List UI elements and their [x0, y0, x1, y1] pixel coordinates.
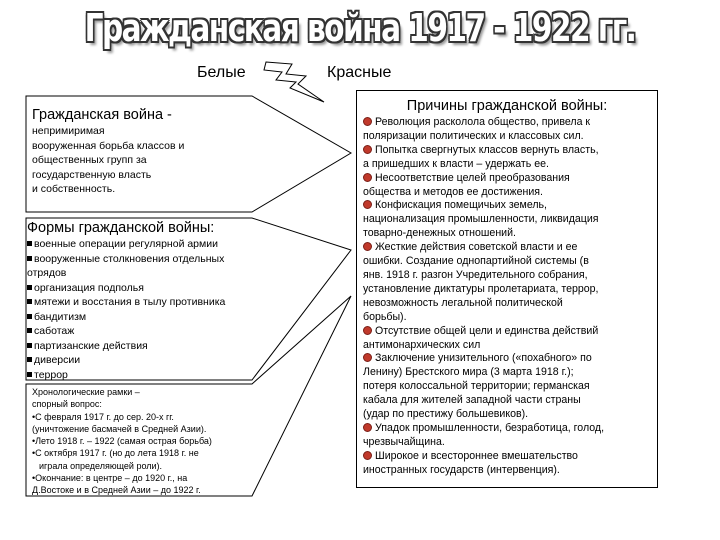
red-bullet-icon [363, 117, 372, 126]
forms-block [27, 219, 295, 382]
list-item: военные операции регулярной армии [27, 237, 295, 252]
list-item: Несоответствие целей преобразования общества и методов ее достижения. [363, 171, 570, 198]
red-bullet-icon [363, 451, 372, 460]
chronology-block [32, 386, 272, 497]
definition-line: общественных групп за [32, 154, 147, 166]
reasons-panel [356, 90, 658, 488]
square-bullet-icon [27, 299, 32, 304]
chronology-line: •С октября 1917 г. (но до лета 1918 г. не [32, 448, 199, 459]
square-bullet-icon [27, 328, 32, 333]
definition-heading: Гражданская война - [32, 107, 172, 123]
red-bullet-icon [363, 326, 372, 335]
list-item: организация подполья [27, 281, 295, 296]
definition-line: государственную власть [32, 168, 152, 181]
definition-line: вооруженная борьба классов и [32, 139, 185, 152]
list-item: Конфискация помещичьих земель, национализация промышленности, ликвидация товарно-денежных отношений. [363, 199, 599, 240]
definition-line: непримиримая [32, 125, 105, 137]
red-bullet-icon [363, 353, 372, 362]
definition-block [32, 106, 262, 197]
list-item: саботаж [27, 324, 295, 339]
square-bullet-icon [27, 357, 32, 362]
list-item: диверсии [27, 353, 295, 368]
chronology-line: •С февраля 1917 г. до сер. 20-х гг. [32, 411, 174, 422]
list-item: отрядов [27, 267, 67, 279]
page-title: Гражданская война 1917 - 1922 гг. [84, 6, 636, 50]
square-bullet-icon [27, 372, 32, 377]
red-bullet-icon [363, 145, 372, 154]
chronology-line: спорный вопрос: [32, 399, 102, 410]
red-bullet-icon [363, 173, 372, 182]
forms-list [27, 237, 295, 382]
definition-line: и собственность. [32, 183, 116, 195]
chronology-line: играла определяющей роли). [39, 460, 163, 471]
square-bullet-icon [27, 343, 32, 348]
chronology-line: (уничтожение басмачей в Средней Азии). [32, 423, 207, 434]
list-item: Широкое и всестороннее вмешательство иностранных государств (интервенция). [363, 449, 578, 476]
reasons-heading: Причины гражданской войны: [406, 98, 608, 114]
list-item: партизанские действия [27, 339, 295, 354]
red-bullet-icon [363, 423, 372, 432]
list-item: Отсутствие общей цели и единства действий антимонархических сил [363, 324, 599, 351]
red-bullet-icon [363, 242, 372, 251]
chronology-line: Д.Востоке и в Средней Азии – до 1922 г. [32, 485, 201, 496]
label-whites: Белые [197, 64, 246, 81]
list-item: террор [27, 368, 295, 383]
list-item: бандитизм [27, 310, 295, 325]
square-bullet-icon [27, 314, 32, 319]
chronology-line: •Лето 1918 г. – 1922 (самая острая борьба) [32, 436, 212, 447]
list-item: мятежи и восстания в тылу противника [27, 295, 295, 310]
list-item: Заключение унизительного («похабного» по Ленину) Брестского мира (3 марта 1918 г.); потеря колоссальной территории; германская кабала для жителей западной части страны (удар по престижу большевиков). [363, 352, 592, 421]
chronology-line: •Окончание: в центре – до 1920 г., на [32, 473, 188, 484]
square-bullet-icon [27, 241, 32, 246]
list-item: Революция расколола общество, привела к поляризации политических и классовых сил. [363, 116, 591, 142]
reasons-list [363, 116, 651, 478]
list-item: Упадок промышленности, безработица, голод, чрезвычайщина. [363, 421, 605, 448]
list-item: вооруженные столкновения отдельных [27, 252, 295, 267]
list-item: Попытка свергнутых классов вернуть власть, а пришедших к власти – удержать ее. [363, 143, 599, 170]
square-bullet-icon [27, 256, 32, 261]
square-bullet-icon [27, 285, 32, 290]
label-reds: Красные [327, 64, 392, 81]
list-item: Жесткие действия советской власти и ее ошибки. Создание однопартийной системы (в янв. 1918 г. разгон Учредительного собрания, установление диктатуры пролетариата, террор, невозможность легальной политической борьбы). [363, 241, 599, 323]
forms-heading: Формы гражданской войны: [27, 220, 215, 236]
chronology-heading: Хронологические рамки – [32, 387, 140, 397]
red-bullet-icon [363, 200, 372, 209]
